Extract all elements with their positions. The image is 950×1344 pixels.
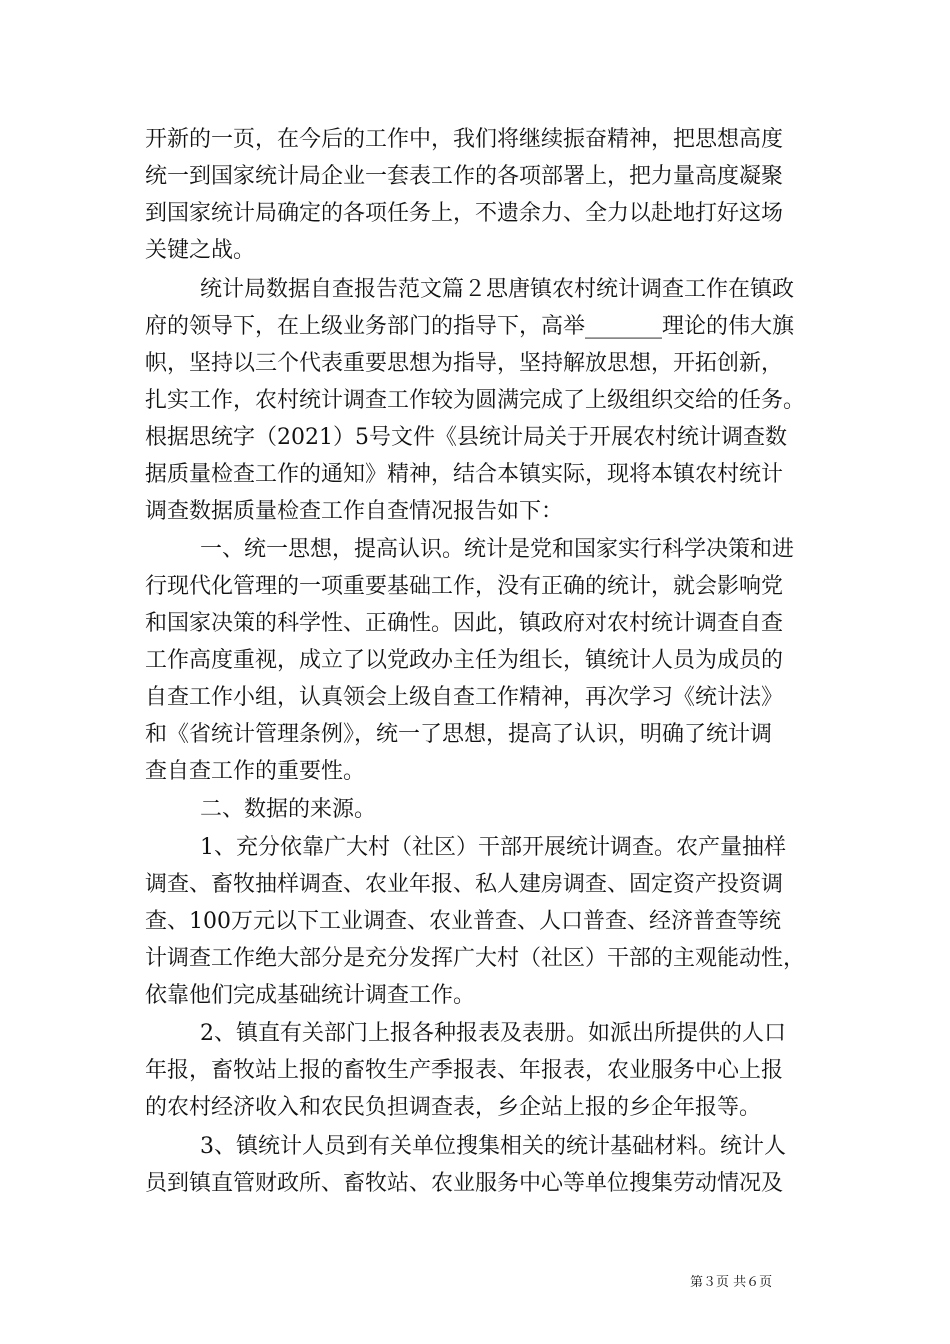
text-line: 计调查工作绝大部分是充分发挥广大村（社区）干部的主观能动性， — [145, 946, 806, 971]
paragraph-start-line: 一、统一思想，提高认识。统计是党和国家实行科学决策和进 — [200, 537, 795, 562]
text-line: 扎实工作，农村统计调查工作较为圆满完成了上级组织交给的任务。 — [145, 388, 806, 413]
text-line: 调查数据质量检查工作自查情况报告如下： — [145, 499, 564, 524]
text-line: 根据思统字（2021）5号文件《县统计局关于开展农村统计调查数 — [145, 425, 787, 450]
page-number: 第３页 共６页 — [690, 1275, 773, 1290]
text-line: 统一到国家统计局企业一套表工作的各项部署上，把力量高度凝聚 — [145, 164, 784, 189]
text-line: 帜，坚持以三个代表重要思想为指导，坚持解放思想，开拓创新， — [145, 351, 784, 376]
text-line: 开新的一页，在今后的工作中，我们将继续振奋精神，把思想高度 — [145, 127, 784, 152]
text-line: 的农村经济收入和农民负担调查表，乡企站上报的乡企年报等。 — [145, 1095, 762, 1120]
paragraph-start-line: 2、镇直有关部门上报各种报表及表册。如派出所提供的人口 — [200, 1021, 786, 1046]
text-line: 到国家统计局确定的各项任务上，不遗余力、全力以赴地打好这场 — [145, 201, 784, 226]
text-line: 调查、畜牧抽样调查、农业年报、私人建房调查、固定资产投资调 — [145, 872, 784, 897]
text-line: 年报，畜牧站上报的畜牧生产季报表、年报表，农业服务中心上报 — [145, 1058, 784, 1083]
text-line: 和国家决策的科学性、正确性。因此，镇政府对农村统计调查自查 — [145, 611, 784, 636]
text-line: 查自查工作的重要性。 — [145, 759, 366, 784]
paragraph-start-line: 统计局数据自查报告范文篇２思唐镇农村统计调查工作在镇政 — [200, 277, 795, 302]
text-line: 府的领导下，在上级业务部门的指导下，高举_______理论的伟大旗 — [145, 314, 795, 339]
text-line: 工作高度重视，成立了以党政办主任为组长，镇统计人员为成员的 — [145, 648, 784, 673]
section-heading: 二、数据的来源。 — [200, 797, 377, 822]
text-line: 依靠他们完成基础统计调查工作。 — [145, 983, 476, 1008]
text-line: 行现代化管理的一项重要基础工作，没有正确的统计，就会影响党 — [145, 574, 784, 599]
paragraph-start-line: 1、充分依靠广大村（社区）干部开展统计调查。农产量抽样 — [200, 835, 786, 860]
text-line: 和《省统计管理条例》，统一了思想，提高了认识，明确了统计调 — [145, 722, 773, 747]
text-line: 员到镇直管财政所、畜牧站、农业服务中心等单位搜集劳动情况及 — [145, 1171, 784, 1196]
paragraph-start-line: 3、镇统计人员到有关单位搜集相关的统计基础材料。统计人 — [200, 1134, 786, 1159]
text-line: 自查工作小组，认真领会上级自查工作精神，再次学习《统计法》 — [145, 685, 784, 710]
text-line: 据质量检查工作的通知》精神，结合本镇实际，现将本镇农村统计 — [145, 462, 784, 487]
text-line: 查、100万元以下工业调查、农业普查、人口普查、经济普查等统 — [145, 909, 781, 934]
text-line: 关键之战。 — [145, 238, 256, 263]
